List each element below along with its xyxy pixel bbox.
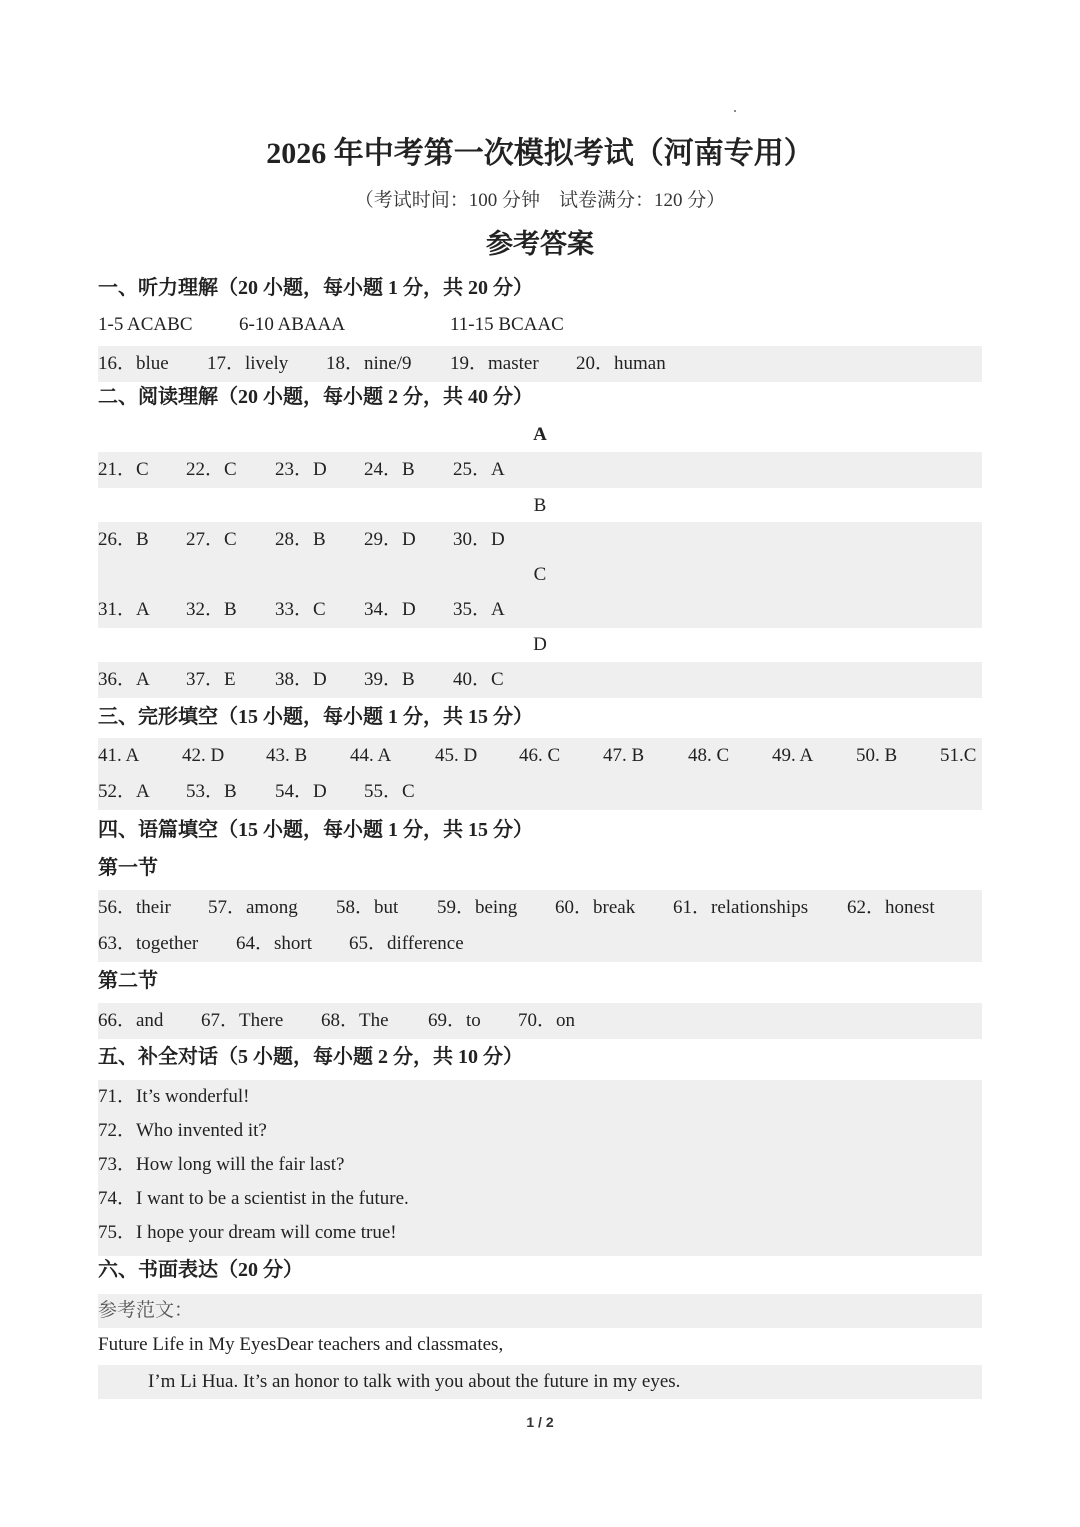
answer-item: 21．C — [98, 459, 149, 480]
part-b-label: B — [533, 495, 547, 516]
answer-item: 25．A — [453, 459, 505, 480]
answer-item: 40．C — [453, 669, 504, 690]
answer-item: 50. B — [856, 745, 898, 766]
answer-item: 43. B — [266, 745, 308, 766]
sample-essay-line-2 — [98, 1365, 982, 1399]
part-one-label: 第一节 — [98, 857, 158, 879]
answer-item: 18．nine/9 — [326, 353, 412, 374]
answer-item: 60．break — [555, 897, 636, 918]
section-dialogue-heading: 五、补全对话（5 小题，每小题 2 分，共 10 分） — [98, 1046, 523, 1068]
cloze-row-2 — [98, 774, 982, 810]
answer-item: 37．E — [186, 669, 236, 690]
answer-item: 64．short — [236, 933, 313, 954]
passage-row-1 — [98, 890, 982, 926]
reading-row-d — [98, 662, 982, 698]
answer-item: 70．on — [518, 1010, 576, 1031]
dialogue-answer-74: 74．I want to be a scientist in the future. — [98, 1188, 409, 1209]
section-listening-heading: 一、听力理解（20 小题，每小题 1 分，共 20 分） — [98, 277, 533, 299]
answer-item: 27．C — [186, 529, 237, 550]
answer-item: 61．relationships — [673, 897, 809, 918]
page-title: 2026 年中考第一次模拟考试（河南专用） — [266, 137, 814, 170]
dialogue-answers-block — [98, 1080, 982, 1256]
answer-item: 20．human — [576, 353, 666, 374]
passage-row-3 — [98, 1003, 982, 1039]
answer-item: 62．honest — [847, 897, 935, 918]
cloze-row-1 — [98, 738, 982, 774]
answer-item: 44. A — [350, 745, 392, 766]
answer-item: 41. A — [98, 745, 140, 766]
answer-item: 65．difference — [349, 933, 464, 954]
section-reading-heading: 二、阅读理解（20 小题，每小题 2 分，共 40 分） — [98, 386, 533, 408]
answer-item: 49. A — [772, 745, 814, 766]
answer-item: 29．D — [364, 529, 416, 550]
answer-item: 26．B — [98, 529, 149, 550]
answer-item: 69．to — [428, 1010, 481, 1031]
answer-item: 23．D — [275, 459, 327, 480]
answer-item: 51.C — [940, 745, 977, 766]
page-number: 1 / 2 — [526, 1414, 554, 1430]
answer-item: 42. D — [182, 745, 225, 766]
dialogue-answer-72: 72．Who invented it? — [98, 1120, 267, 1141]
section-cloze-heading: 三、完形填空（15 小题，每小题 1 分，共 15 分） — [98, 706, 533, 728]
part-d-label: D — [533, 634, 547, 655]
answer-item: 16．blue — [98, 353, 169, 374]
answer-item: 34．D — [364, 599, 416, 620]
answer-item: 33．C — [275, 599, 326, 620]
section-writing-heading: 六、书面表达（20 分） — [98, 1259, 303, 1281]
reading-row-c — [98, 592, 982, 628]
answer-item: 63．together — [98, 933, 199, 954]
answer-item: 57．among — [208, 897, 298, 918]
dialogue-answer-71: 71．It’s wonderful! — [98, 1086, 250, 1107]
answer-item: 1-5 ACABC — [98, 314, 193, 335]
dialogue-answer-73: 73．How long will the fair last? — [98, 1154, 345, 1175]
answer-item: 32．B — [186, 599, 237, 620]
part-a-label: A — [533, 424, 547, 445]
answer-item: 35．A — [453, 599, 505, 620]
part-two-label: 第二节 — [98, 970, 158, 992]
answer-item: 19．master — [450, 353, 539, 374]
passage-row-2 — [98, 926, 982, 962]
answer-item: 38．D — [275, 669, 327, 690]
listening-row-2 — [98, 346, 982, 382]
answer-item: 67．There — [201, 1010, 284, 1031]
answer-item: 53．B — [186, 781, 237, 802]
exam-info: （考试时间：100 分钟 试卷满分：120 分） — [354, 190, 726, 211]
answer-item: 11-15 BCAAC — [450, 314, 564, 335]
section-passage-fill-heading: 四、语篇填空（15 小题，每小题 1 分，共 15 分） — [98, 819, 533, 841]
sample-essay-line-1: Future Life in My EyesDear teachers and classmates, — [98, 1334, 504, 1355]
answer-item: 58．but — [336, 897, 399, 918]
stray-dot — [734, 110, 736, 112]
answer-item: 68．The — [321, 1010, 389, 1031]
dialogue-answer-75: 75．I hope your dream will come true! — [98, 1222, 397, 1243]
answer-item: 47. B — [603, 745, 645, 766]
sample-essay-label: 参考范文： — [98, 1294, 982, 1328]
answer-item: 24．B — [364, 459, 415, 480]
answer-key-title: 参考答案 — [486, 229, 594, 259]
reading-row-b — [98, 522, 982, 558]
answer-item: 66．and — [98, 1010, 164, 1031]
listening-row-1 — [98, 307, 982, 343]
answer-item: 55．C — [364, 781, 415, 802]
answer-item: 56．their — [98, 897, 171, 918]
answer-item: 45. D — [435, 745, 478, 766]
reading-row-a — [98, 452, 982, 488]
answer-item: 59．being — [437, 897, 518, 918]
answer-item: 17．lively — [207, 353, 289, 374]
answer-item: 46. C — [519, 745, 561, 766]
answer-item: 52．A — [98, 781, 150, 802]
answer-item: 28．B — [275, 529, 326, 550]
answer-item: 31．A — [98, 599, 150, 620]
part-c-label: C — [533, 564, 547, 585]
answer-item: 30．D — [453, 529, 505, 550]
answer-item: 22．C — [186, 459, 237, 480]
answer-item: 36．A — [98, 669, 150, 690]
answer-item: 48. C — [688, 745, 730, 766]
answer-item: 6-10 ABAAA — [239, 314, 346, 335]
answer-item: 54．D — [275, 781, 327, 802]
answer-item: 39．B — [364, 669, 415, 690]
sample-essay-line-2-text: I’m Li Hua. It’s an honor to talk with you about the future in my eyes. — [148, 1371, 681, 1392]
